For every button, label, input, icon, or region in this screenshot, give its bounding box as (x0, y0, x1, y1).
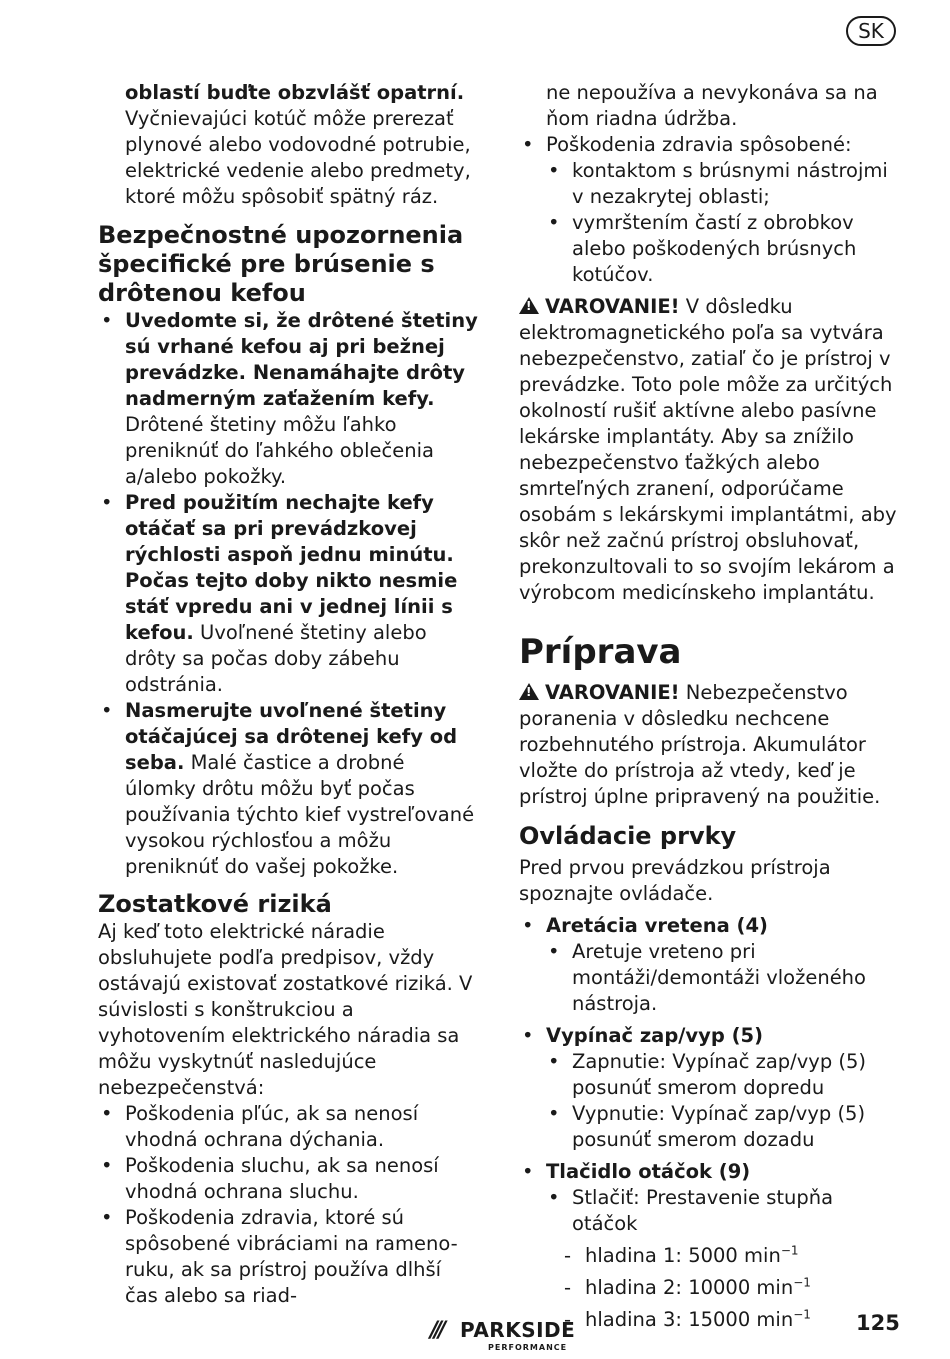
body-text: V dôsledku elektromagnetického poľa sa vytvára nebezpečenstvo, zatiaľ čo je prístroj v prevádzke. Toto pole môže za určitých okolností rušiť aktívne alebo pasívne lekárske implantáty. Aby sa znížilo nebezpečenstvo ťažkých alebo smrteľných zranení, odporúčame osobám s lekárskymi implantátmi, aby skôr než začnú prístroj obsluhovať, prekonzultovali to so svojím lekárom a výrobcom medicínskeho implantátu. (519, 295, 897, 604)
speed-level-text: hladina 3: 15000 min (585, 1308, 794, 1331)
unit-exponent: −1 (780, 1243, 799, 1258)
heading-controls: Ovládacie prvky (519, 822, 737, 850)
paragraph: Pred prvou prevádzkou prístroja spoznajte ovládače. (519, 856, 831, 905)
sub-list-item: • Zapnutie: Vypínač zap/vyp (5) posunúť smerom dopredu (519, 1049, 899, 1101)
body-text: Nebezpečenstvo poranenia v dôsledku nechcene rozbehnutého prístroja. Akumulátor vložte do prístroja až vtedy, keď je prístroj úplne pripravený na použitie. (519, 681, 881, 808)
list-item: • Poškodenia zdravia spôsobené: (519, 132, 899, 158)
page-number: 125 (856, 1311, 900, 1335)
list-item (519, 1023, 899, 1049)
control-title: Tlačidlo otáčok (9) (546, 1160, 751, 1183)
warning-icon (519, 683, 539, 700)
speed-level-text: hladina 1: 5000 min (585, 1244, 781, 1267)
control-title: Aretácia vretena (4) (546, 914, 768, 937)
list-item (519, 1159, 899, 1185)
logo-slashes: /// (430, 1318, 443, 1343)
list-item (98, 490, 478, 698)
list-item (98, 308, 478, 490)
control-title: Vypínač zap/vyp (5) (546, 1024, 763, 1047)
speed-level-text: hladina 2: 10000 min (585, 1276, 794, 1299)
right-column (519, 80, 899, 1333)
speed-level (519, 1275, 899, 1301)
warning-icon (519, 297, 539, 314)
body-text: Drôtené štetiny môžu ľahko preniknúť do ľahkého oblečenia a/alebo pokožky. (125, 413, 434, 488)
sub-list-item: • Aretuje vreteno pri montáži/demontáži vloženého nástroja. (519, 939, 899, 1017)
body-text: Malé častice a drobné úlomky drôtu môžu byť počas používania týchto kief vystreľované vysokou rýchlosťou a môžu preniknúť do vašej pokožke. (125, 751, 475, 878)
speed-level (519, 1243, 899, 1269)
unit-exponent: −1 (793, 1275, 811, 1290)
brand-subtitle: PERFORMANCE (488, 1343, 568, 1352)
body-text: Uvoľnené štetiny alebo drôty sa počas doby zábehu odstránia. (125, 621, 427, 696)
list-item: • Poškodenia zdravia, ktoré sú spôsobené vibráciami na rameno-ruku, ak sa prístroj používa dlhší čas alebo sa riad- (98, 1205, 478, 1309)
warning-label: VAROVANIE! (545, 295, 680, 318)
list-item: • Poškodenia pľúc, ak sa nenosí vhodná ochrana dýchania. (98, 1101, 478, 1153)
heading-wire-brush: Bezpečnostné upozornenia špecifické pre brúsenie s drôtenou kefou (98, 221, 464, 307)
warning-paragraph (519, 294, 899, 606)
bold-text: Nasmerujte uvoľnené štetiny otáčajúcej sa drôtenej kefy od seba. (125, 699, 458, 774)
left-column (98, 80, 478, 1309)
unit-exponent: −1 (793, 1307, 811, 1322)
language-badge: SK (846, 16, 896, 46)
sub-list-item: • Stlačiť: Prestavenie stupňa otáčok (519, 1185, 899, 1237)
sub-list-item: • Vypnutie: Vypínač zap/vyp (5) posunúť smerom dozadu (519, 1101, 899, 1153)
bold-text: oblastí buďte obzvlášť opatrní. (125, 81, 465, 104)
paragraph: Aj keď toto elektrické náradie obsluhujete podľa predpisov, vždy ostávajú existovať zostatkové riziká. V súvislosti s konštrukciou a vyhotovením elektrického náradia sa môžu vyskytnúť nasledujúce nebezpečenstvá: (98, 920, 473, 1099)
heading-residual-risks: Zostatkové riziká (98, 890, 332, 918)
warning-label: VAROVANIE! (545, 681, 680, 704)
paragraph (98, 80, 478, 210)
sub-list-item: • vymrštením častí z obrobkov alebo poškodených brúsnych kotúčov. (519, 210, 899, 288)
parkside-logo (430, 1318, 580, 1354)
bold-text: Pred použitím nechajte kefy otáčať sa pri prevádzkovej rýchlosti aspoň jednu minútu. Počas tejto doby nikto nesmie stáť vpredu ani v jednej línii s kefou. (125, 491, 458, 644)
sub-list-item: • kontaktom s brúsnymi nástrojmi v nezakrytej oblasti; (519, 158, 899, 210)
list-item: • Poškodenia sluchu, ak sa nenosí vhodná ochrana sluchu. (98, 1153, 478, 1205)
bold-text: Uvedomte si, že drôtené štetiny sú vrhané kefou aj pri bežnej prevádzke. Nenamáhajte drôty nadmerným zaťažením kefy. (125, 309, 478, 410)
paragraph: ne nepoužíva a nevykonáva sa na ňom riadna údržba. (546, 81, 878, 130)
list-item (519, 913, 899, 939)
heading-preparation: Príprava (519, 632, 682, 672)
warning-paragraph (519, 680, 899, 810)
brand-name: PARKSIDE (460, 1318, 576, 1342)
list-item (98, 698, 478, 880)
body-text: Vyčnievajúci kotúč môže prerezať plynové alebo vodovodné potrubie, elektrické vedenie alebo predmety, ktoré môžu spôsobiť spätný ráz. (125, 107, 471, 208)
